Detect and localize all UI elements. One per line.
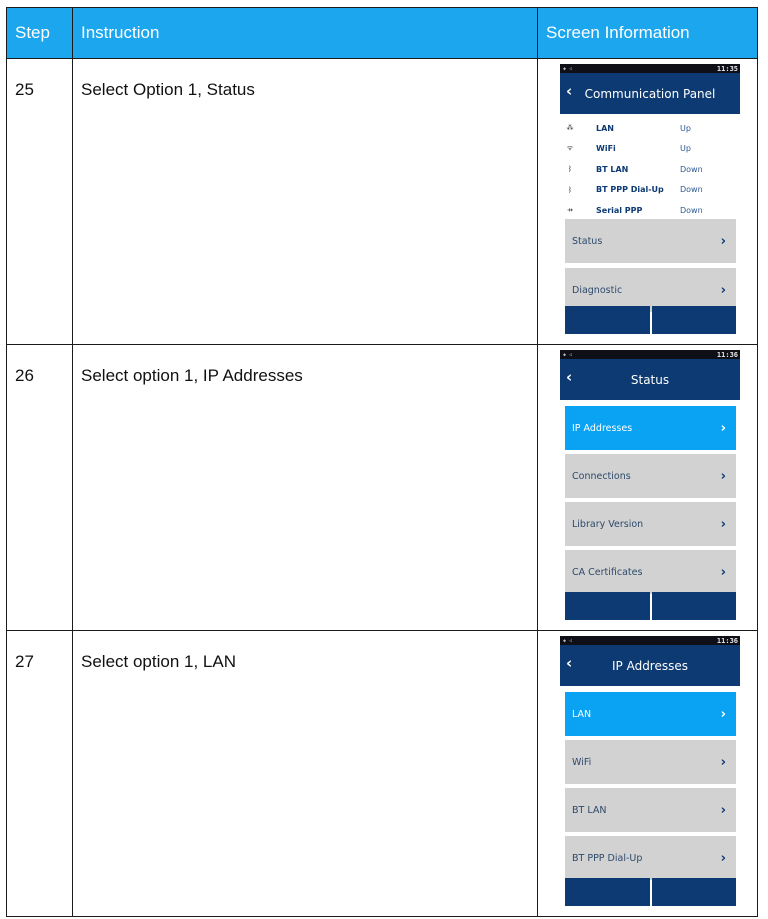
chevron-right-icon: › bbox=[720, 282, 726, 298]
chevron-right-icon: › bbox=[720, 233, 726, 249]
wifi-button[interactable] bbox=[565, 740, 736, 784]
interface-row bbox=[560, 159, 740, 180]
steps-table bbox=[6, 7, 758, 917]
terminal-screen bbox=[560, 636, 740, 906]
screen-information-cell bbox=[538, 59, 758, 345]
menu-label: BT LAN bbox=[572, 804, 607, 816]
instruction-text: Select option 1, LAN bbox=[73, 631, 538, 917]
instruction-text: Select option 1, IP Addresses bbox=[73, 345, 538, 631]
status-bar bbox=[560, 64, 740, 73]
title-bar bbox=[560, 645, 740, 686]
chevron-right-icon: › bbox=[720, 706, 726, 722]
bottom-left-key[interactable] bbox=[565, 306, 650, 334]
bluetooth-icon: ᛒ bbox=[567, 185, 573, 194]
header-screen-information: Screen Information bbox=[538, 8, 758, 59]
chevron-right-icon: › bbox=[720, 802, 726, 818]
terminal-screen bbox=[560, 350, 740, 620]
header-instruction: Instruction bbox=[73, 8, 538, 59]
clock: 11:36 bbox=[716, 636, 738, 645]
screen-title: Status bbox=[630, 372, 670, 387]
terminal-screen bbox=[560, 64, 740, 334]
bottom-left-key[interactable] bbox=[565, 878, 650, 906]
bt-ppp-dial-up-button[interactable] bbox=[565, 836, 736, 880]
menu-label: IP Addresses bbox=[572, 422, 633, 434]
interface-status: Down bbox=[680, 205, 703, 215]
interface-status: Down bbox=[680, 164, 703, 174]
table-row bbox=[7, 631, 758, 917]
interface-row bbox=[560, 200, 740, 221]
screen-information-cell bbox=[538, 345, 758, 631]
table-row bbox=[7, 345, 758, 631]
ca-certificates-button[interactable] bbox=[565, 550, 736, 594]
status-bar bbox=[560, 350, 740, 359]
bottom-bar bbox=[565, 878, 736, 906]
lan-button[interactable] bbox=[565, 692, 736, 736]
title-bar bbox=[560, 359, 740, 400]
chevron-right-icon: › bbox=[720, 420, 726, 436]
interface-row bbox=[560, 118, 740, 139]
ip-addresses-button[interactable] bbox=[565, 406, 736, 450]
signal-icon: ◆ ◁ bbox=[563, 351, 573, 358]
interface-name: BT PPP Dial-Up bbox=[596, 185, 664, 195]
table-header-row bbox=[7, 8, 758, 59]
screen-information-cell bbox=[538, 631, 758, 917]
connections-button[interactable] bbox=[565, 454, 736, 498]
menu-label: WiFi bbox=[572, 756, 592, 768]
bt-lan-button[interactable] bbox=[565, 788, 736, 832]
step-number: 25 bbox=[7, 59, 73, 345]
menu-label: LAN bbox=[572, 708, 592, 720]
menu-label: CA Certificates bbox=[572, 566, 643, 578]
bottom-bar bbox=[565, 592, 736, 620]
bottom-right-key[interactable] bbox=[652, 592, 737, 620]
network-icon: ⁂ bbox=[566, 124, 574, 133]
back-arrow-icon[interactable]: ‹ bbox=[566, 368, 573, 386]
chevron-right-icon: › bbox=[720, 754, 726, 770]
interface-status: Down bbox=[680, 185, 703, 195]
chevron-right-icon: › bbox=[720, 468, 726, 484]
signal-icon: ◆ ◁ bbox=[563, 637, 573, 644]
library-version-button[interactable] bbox=[565, 502, 736, 546]
interface-status: Up bbox=[680, 123, 691, 133]
interface-name: LAN bbox=[596, 123, 614, 133]
chevron-right-icon: › bbox=[720, 516, 726, 532]
menu-label: Diagnostic bbox=[572, 284, 623, 296]
menu-label: Connections bbox=[572, 470, 631, 482]
title-bar bbox=[560, 73, 740, 114]
interface-name: WiFi bbox=[596, 144, 616, 154]
bottom-right-key[interactable] bbox=[652, 878, 737, 906]
clock: 11:36 bbox=[716, 350, 738, 359]
signal-icon: ◆ ◁ bbox=[563, 65, 573, 72]
table-row bbox=[7, 59, 758, 345]
interface-name: Serial PPP bbox=[596, 205, 643, 215]
usb-icon: ⇸ bbox=[567, 206, 573, 215]
instruction-text: Select Option 1, Status bbox=[73, 59, 538, 345]
status-bar bbox=[560, 636, 740, 645]
bluetooth-icon: ᛒ bbox=[567, 165, 573, 174]
screen-title: Communication Panel bbox=[584, 86, 716, 101]
interface-row bbox=[560, 180, 740, 201]
wifi-icon: ᯤ bbox=[566, 144, 574, 153]
menu-label: Status bbox=[572, 235, 603, 247]
interface-name: BT LAN bbox=[596, 164, 629, 174]
chevron-right-icon: › bbox=[720, 850, 726, 866]
menu-label: BT PPP Dial-Up bbox=[572, 852, 643, 864]
interface-row bbox=[560, 139, 740, 160]
screen-title: IP Addresses bbox=[611, 658, 688, 673]
interface-status-list bbox=[560, 114, 740, 217]
status-button[interactable] bbox=[565, 219, 736, 263]
step-number: 27 bbox=[7, 631, 73, 917]
back-arrow-icon[interactable]: ‹ bbox=[566, 82, 573, 100]
chevron-right-icon: › bbox=[720, 564, 726, 580]
step-number: 26 bbox=[7, 345, 73, 631]
interface-status: Up bbox=[680, 144, 691, 154]
menu-label: Library Version bbox=[572, 518, 644, 530]
header-step: Step bbox=[7, 8, 73, 59]
bottom-bar bbox=[565, 306, 736, 334]
bottom-left-key[interactable] bbox=[565, 592, 650, 620]
back-arrow-icon[interactable]: ‹ bbox=[566, 654, 573, 672]
bottom-right-key[interactable] bbox=[652, 306, 737, 334]
clock: 11:35 bbox=[716, 64, 738, 73]
